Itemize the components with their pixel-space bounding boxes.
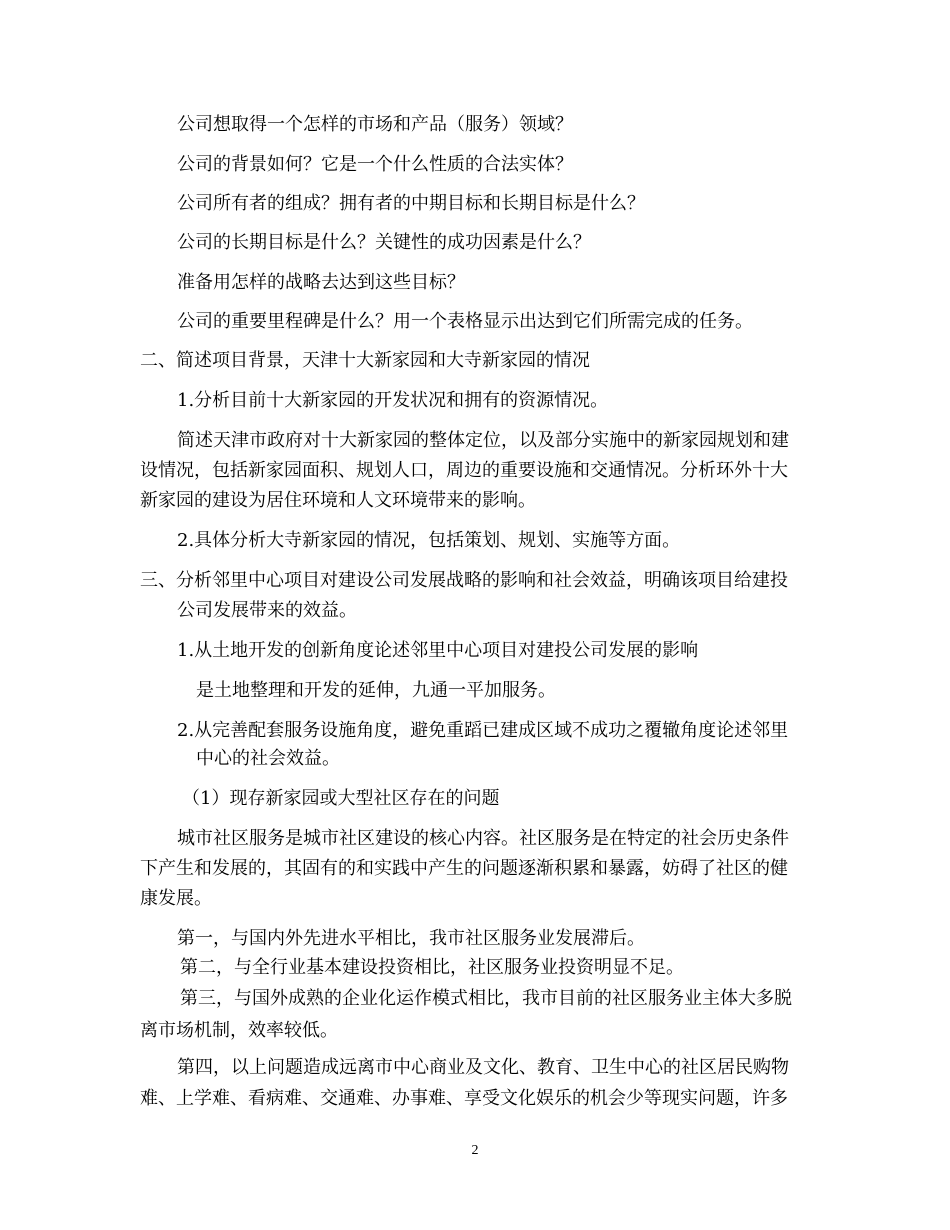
question-line-4: 公司的长期目标是什么？关键性的成功因素是什么？ <box>177 232 591 253</box>
section-2-item-2: 2.具体分析大寺新家园的情况，包括策划、规划、实施等方面。 <box>177 530 681 551</box>
section-3-item-1-sub: 是土地整理和开发的延伸，九通一平加服务。 <box>196 680 556 701</box>
point-second: 第二，与全行业基本建设投资相比，社区服务业投资明显不足。 <box>180 957 684 978</box>
page-number: 2 <box>471 1143 479 1158</box>
question-line-6: 公司的重要里程碑是什么？用一个表格显示出达到它们所需完成的任务。 <box>177 311 753 332</box>
section-3-heading-line-1: 三、分析邻里中心项目对建设公司发展战略的影响和社会效益，明确该项目给建投 <box>140 570 788 591</box>
community-paragraph-line-1: 城市社区服务是城市社区建设的核心内容。社区服务是在特定的社会历史条件 <box>177 828 789 849</box>
question-line-5: 准备用怎样的战略去达到这些目标？ <box>177 272 465 293</box>
section-3-subheading-1: （1）现存新家园或大型社区存在的问题 <box>182 788 500 809</box>
point-first: 第一，与国内外先进水平相比，我市社区服务业发展滞后。 <box>177 928 645 949</box>
question-line-1: 公司想取得一个怎样的市场和产品（服务）领域？ <box>177 114 573 135</box>
question-line-3: 公司所有者的组成？拥有者的中期目标和长期目标是什么？ <box>177 193 645 214</box>
community-paragraph-line-2: 下产生和发展的，其固有的和实践中产生的问题逐渐积累和暴露，妨碍了社区的健 <box>140 858 788 879</box>
section-2-paragraph-line-1: 简述天津市政府对十大新家园的整体定位，以及部分实施中的新家园规划和建 <box>177 430 789 451</box>
point-third-line-2: 离市场机制，效率较低。 <box>140 1020 338 1041</box>
section-3-item-2-line-1: 2.从完善配套服务设施角度，避免重蹈已建成区域不成功之覆辙角度论述邻里 <box>177 720 789 741</box>
question-line-2: 公司的背景如何？它是一个什么性质的合法实体？ <box>177 154 573 175</box>
section-3-heading-line-2: 公司发展带来的效益。 <box>177 600 357 621</box>
community-paragraph-line-3: 康发展。 <box>140 888 212 909</box>
point-fourth-line-1: 第四，以上问题造成远离市中心商业及文化、教育、卫生中心的社区居民购物 <box>177 1057 789 1078</box>
section-2-paragraph-line-2: 设情况，包括新家园面积、规划人口，周边的重要设施和交通情况。分析环外十大 <box>140 460 788 481</box>
section-3-item-2-line-2: 中心的社会效益。 <box>196 748 340 769</box>
section-3-item-1: 1.从土地开发的创新角度论述邻里中心项目对建投公司发展的影响 <box>177 640 699 661</box>
section-2-paragraph-line-3: 新家园的建设为居住环境和人文环境带来的影响。 <box>140 490 536 511</box>
section-2-item-1: 1.分析目前十大新家园的开发状况和拥有的资源情况。 <box>177 390 609 411</box>
section-2-heading: 二、简述项目背景，天津十大新家园和大寺新家园的情况 <box>140 350 590 371</box>
point-third-line-1: 第三，与国外成熟的企业化运作模式相比，我市目前的社区服务业主体大多脱 <box>180 988 792 1009</box>
point-fourth-line-2: 难、上学难、看病难、交通难、办事难、享受文化娱乐的机会少等现实问题，许多 <box>140 1088 788 1109</box>
